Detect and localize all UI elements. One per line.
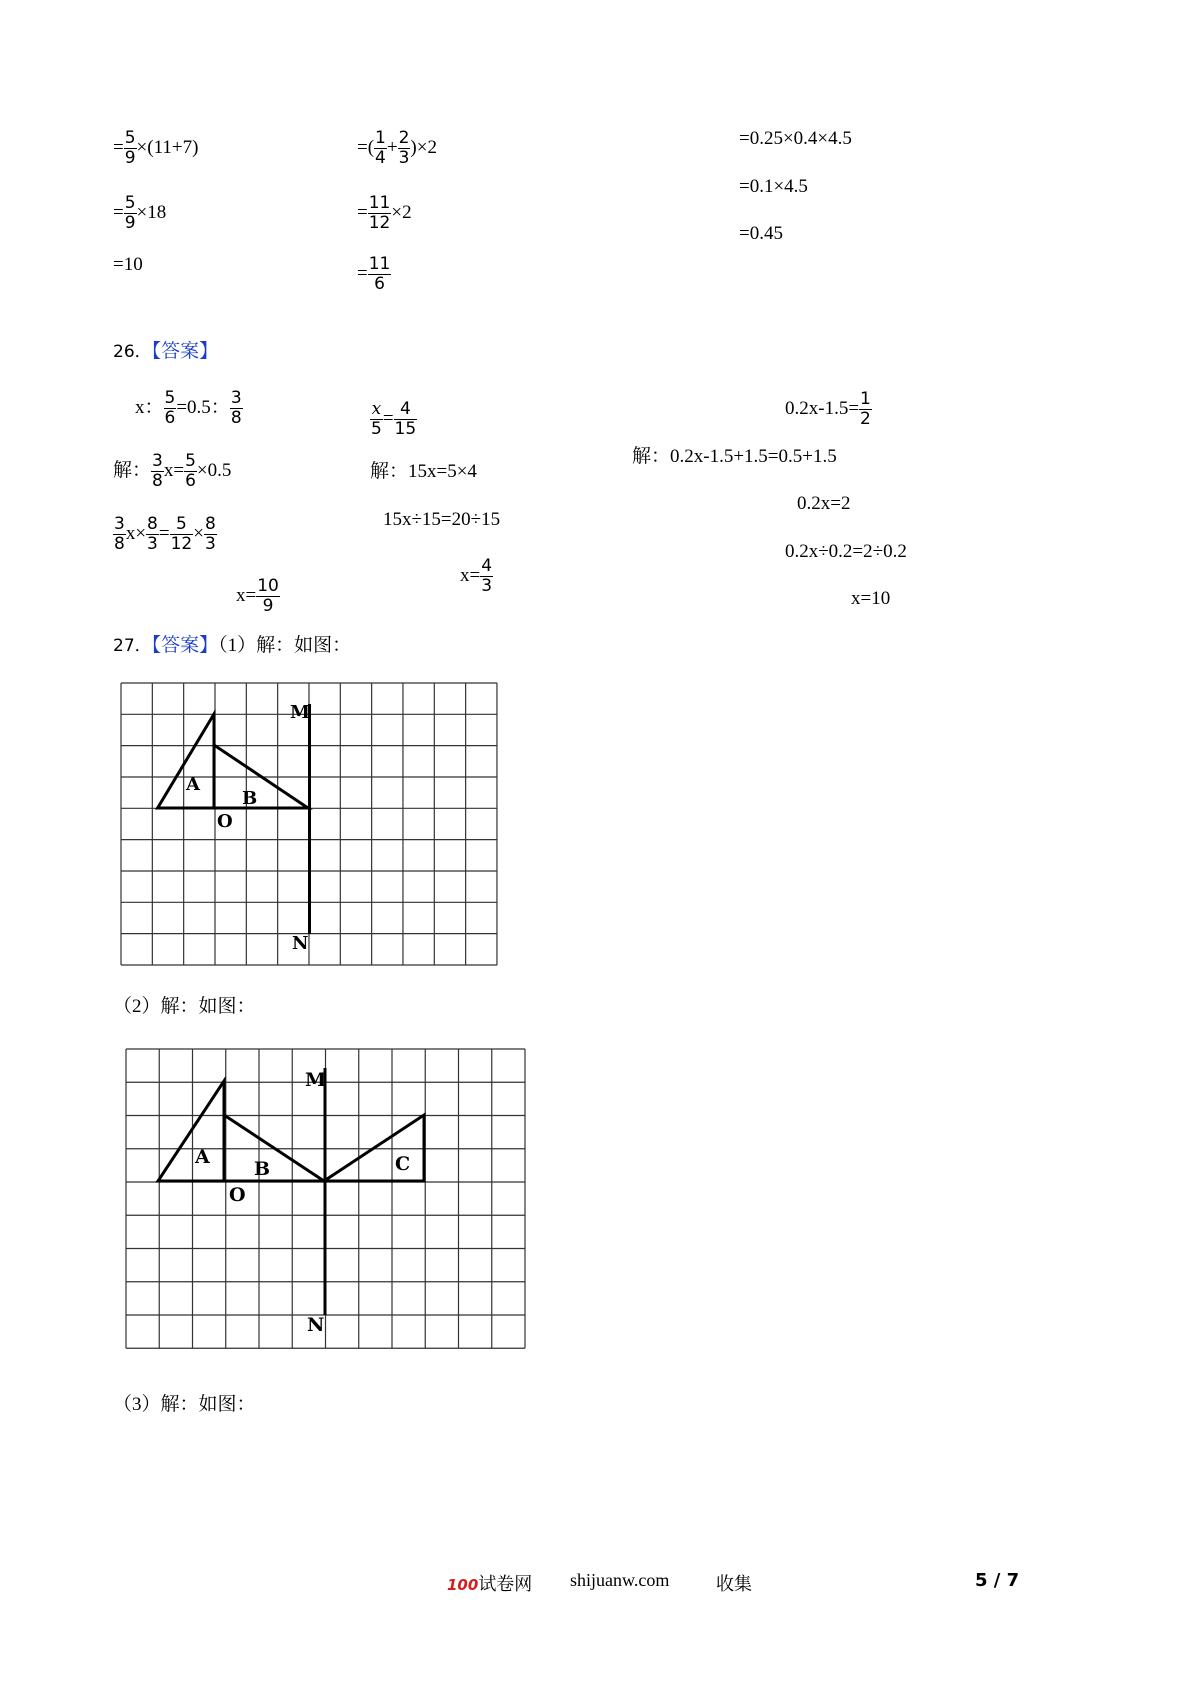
eq1-line2: 解： $\frac{3}{8}$ x= $\frac{5}{6}$ ×0.5 xyxy=(113,451,232,491)
eq2-line2: 解：15x=5×4 xyxy=(370,461,477,482)
eq1-line1: x： $\frac{5}{6}$ =0.5： $\frac{3}{8}$ xyxy=(135,388,242,428)
footer xyxy=(447,1570,532,1596)
calc-c-line1: =0.25×0.4×4.5 xyxy=(739,128,852,149)
page-number: 5 / 7 xyxy=(975,1570,1020,1591)
fraction: $\frac{3}{8}$ xyxy=(152,451,163,491)
eq3-line3: 0.2x=2 xyxy=(797,493,851,514)
calc-b-line2: = $\frac{11}{12}$ ×2 xyxy=(357,193,412,233)
fraction: $\frac{x}{5}$ xyxy=(371,399,382,439)
label-m: M xyxy=(305,1069,327,1091)
q27-part2: （2）解：如图： xyxy=(113,996,256,1017)
calc-c-line3: =0.45 xyxy=(739,223,783,244)
footer-site-link[interactable]: shijuanw.com xyxy=(570,1570,670,1590)
calc-a-line3: =10 xyxy=(113,254,143,275)
label-a: A xyxy=(186,774,200,795)
eq3-line5: x=10 xyxy=(851,588,891,609)
fraction: $\frac{11}{12}$ xyxy=(368,193,391,233)
label-b: B xyxy=(242,788,258,809)
label-o: O xyxy=(229,1184,246,1206)
calc-a-line1: = $\frac{5}{9}$ ×(11+7) xyxy=(113,128,199,168)
fraction: $\frac{5}{9}$ xyxy=(124,193,136,233)
grid-figure-1 xyxy=(120,682,505,969)
eq1-answer: x= $\frac{10}{9}$ xyxy=(236,576,279,616)
footer-collect: 收集 xyxy=(716,1574,752,1594)
fraction: $\frac{2}{3}$ xyxy=(398,128,410,168)
fraction: $\frac{5}{6}$ xyxy=(164,388,176,428)
question-26-header: 26．【答案】 xyxy=(113,341,219,362)
triangle-a xyxy=(158,1081,224,1181)
label-n: N xyxy=(307,1314,325,1336)
answer-tag: 【答案】 xyxy=(151,341,219,362)
calc-b-line3: = $\frac{11}{6}$ xyxy=(357,254,391,294)
q27-part3: （3）解：如图： xyxy=(113,1394,256,1415)
fraction: $\frac{5}{9}$ xyxy=(124,128,136,168)
grid-figure-2 xyxy=(125,1048,530,1350)
fraction: $\frac{4}{15}$ xyxy=(394,399,417,439)
triangle-b xyxy=(224,1115,324,1181)
site-name-cn: 试卷网 xyxy=(478,1574,533,1594)
fraction: $\frac{5}{6}$ xyxy=(185,451,196,491)
eq2-answer: x= $\frac{4}{3}$ xyxy=(460,556,493,596)
fraction: $\frac{8}{3}$ xyxy=(147,514,158,554)
fraction: $\frac{11}{6}$ xyxy=(368,254,391,294)
fraction: $\frac{1}{4}$ xyxy=(375,128,386,168)
eq1-line3: $\frac{3}{8}$ x× $\frac{8}{3}$ = $\frac{5}{12}$ × $\frac{8}{3}$ xyxy=(114,514,216,554)
label-m: M xyxy=(290,702,310,723)
fraction: $\frac{4}{3}$ xyxy=(481,556,493,596)
label-o: O xyxy=(217,811,233,832)
calc-a-line2: = $\frac{5}{9}$ ×18 xyxy=(113,193,167,233)
eq2-line1: $\frac{x}{5}$ = $\frac{4}{15}$ xyxy=(371,399,417,439)
eq3-line4: 0.2x÷0.2=2÷0.2 xyxy=(785,541,907,562)
site-logo: 100 xyxy=(447,1576,479,1594)
eq3-line2: 解：0.2x-1.5+1.5=0.5+1.5 xyxy=(632,446,837,467)
eq3-line1: 0.2x-1.5= $\frac{1}{2}$ xyxy=(785,389,871,429)
fraction: $\frac{8}{3}$ xyxy=(204,514,216,554)
label-c: C xyxy=(395,1153,411,1175)
fraction: $\frac{1}{2}$ xyxy=(860,389,871,429)
answer-tag: 【答案】 xyxy=(151,635,219,656)
eq2-line3: 15x÷15=20÷15 xyxy=(383,509,501,530)
fraction: $\frac{3}{8}$ xyxy=(230,388,242,428)
label-n: N xyxy=(292,933,309,954)
label-a: A xyxy=(195,1146,210,1168)
fraction: $\frac{3}{8}$ xyxy=(114,514,125,554)
calc-c-line2: =0.1×4.5 xyxy=(739,176,808,197)
fraction: $\frac{10}{9}$ xyxy=(257,576,279,616)
label-b: B xyxy=(254,1158,271,1180)
calc-b-line1: =( $\frac{1}{4}$ + $\frac{2}{3}$ )×2 xyxy=(357,128,437,168)
question-27-header: 27．【答案】（1）解：如图： xyxy=(113,635,352,656)
fraction: $\frac{5}{12}$ xyxy=(170,514,193,554)
